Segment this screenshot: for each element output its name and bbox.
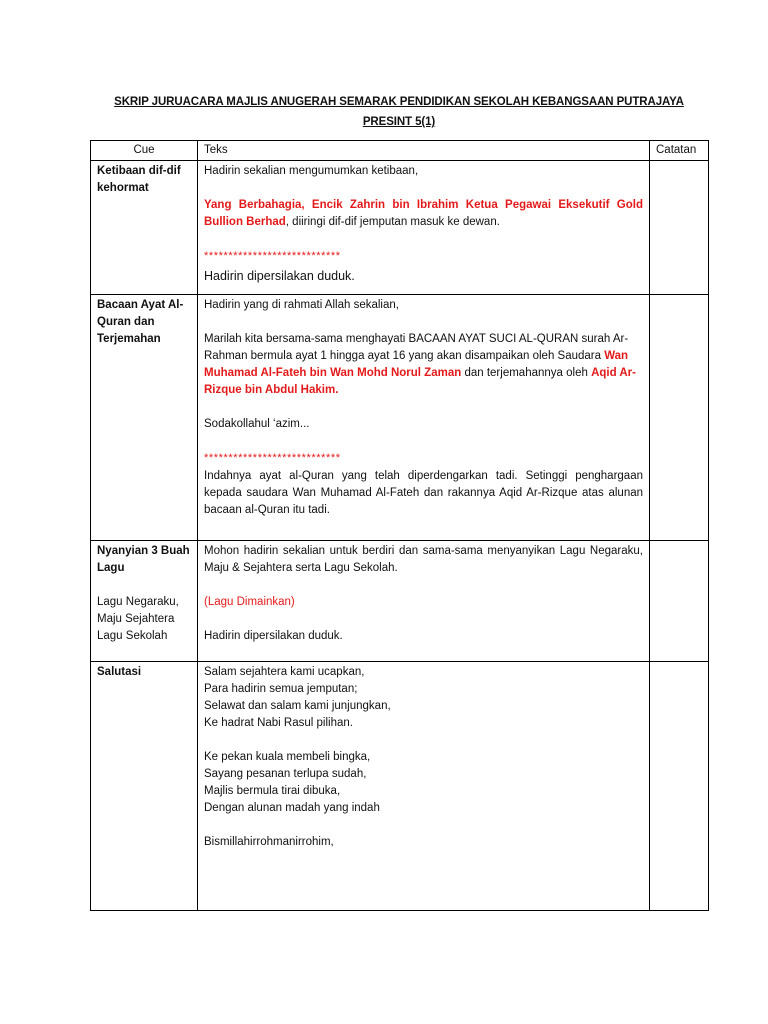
teks-cell <box>198 161 650 295</box>
cue-song-item: Maju Sejahtera <box>97 613 175 625</box>
catatan-cell <box>650 295 709 541</box>
header-cue: Cue <box>91 141 198 161</box>
catatan-cell <box>650 161 709 295</box>
verse-line: Salam sejahtera kami ucapkan, <box>204 666 365 678</box>
table-row <box>91 295 709 541</box>
highlighted-name: Aqid Ar-Rizque bin Abdul Hakim. <box>204 367 636 396</box>
text-paragraph: Sodakollahul ‘azim... <box>204 418 310 430</box>
verse-line: Para hadirin semua jemputan; <box>204 683 358 695</box>
highlighted-name: Yang Berbahagia, Encik Zahrin bin Ibrahim Ketua Pegawai Eksekutif Gold Bullion Berhad <box>204 199 643 228</box>
text-paragraph: Bismillahirrohmanirrohim, <box>204 836 334 848</box>
verse-line: Selawat dan salam kami junjungkan, <box>204 700 391 712</box>
table-header-row <box>91 141 709 161</box>
text-paragraph: Hadirin dipersilakan duduk. <box>204 630 343 642</box>
catatan-cell <box>650 541 709 662</box>
table-row <box>91 161 709 295</box>
verse-line: Ke hadrat Nabi Rasul pilihan. <box>204 717 353 729</box>
text-paragraph: Mohon hadirin sekalian untuk berdiri dan sama-sama menyanyikan Lagu Negaraku, Maju & Sejahtera serta Lagu Sekolah. <box>204 545 643 574</box>
text-paragraph <box>204 331 643 399</box>
verse-line: Dengan alunan madah yang indah <box>204 802 380 814</box>
cue-title: Nyanyian 3 Buah Lagu <box>97 545 190 574</box>
document-title <box>90 92 708 132</box>
title-line-1: SKRIP JURUACARA MAJLIS ANUGERAH SEMARAK PENDIDIKAN SEKOLAH KEBANGSAAN PUTRAJAYA <box>114 96 684 108</box>
title-line-2: PRESINT 5(1) <box>362 116 436 128</box>
verse-line: Sayang pesanan terlupa sudah, <box>204 768 367 780</box>
catatan-cell <box>650 662 709 911</box>
stage-direction: (Lagu Dimainkan) <box>204 596 295 608</box>
script-table <box>90 140 709 911</box>
teks-cell <box>198 541 650 662</box>
header-catatan: Catatan <box>650 141 709 161</box>
text-span: dan terjemahannya oleh <box>461 367 592 379</box>
text-paragraph: Indahnya ayat al-Quran yang telah diperdengarkan tadi. Setinggi penghargaan kepada saudara Wan Muhamad Al-Fateh dan rakannya Aqid Ar-Rizque atas alunan bacaan al-Quran itu tadi. <box>204 470 643 516</box>
teks-cell <box>198 662 650 911</box>
text-paragraph <box>204 197 643 231</box>
verse-2 <box>204 749 643 817</box>
cue-cell: Salutasi <box>91 662 198 911</box>
cue-cell: Ketibaan dif-dif kehormat <box>91 161 198 295</box>
teks-cell <box>198 295 650 541</box>
separator-stars: **************************** <box>204 452 341 464</box>
highlighted-name: Wan Muhamad Al-Fateh bin Wan Mohd Norul Zaman <box>204 350 629 379</box>
cue-song-item: Lagu Sekolah <box>97 630 168 642</box>
cue-song-item: Lagu Negaraku, <box>97 596 179 608</box>
verse-1 <box>204 664 643 732</box>
verse-line: Ke pekan kuala membeli bingka, <box>204 751 371 763</box>
cue-cell: Bacaan Ayat Al-Quran dan Terjemahan <box>91 295 198 541</box>
text-paragraph: Hadirin dipersilakan duduk. <box>204 269 355 283</box>
cue-song-list <box>97 594 191 645</box>
text-span: , diiringi dif-dif jemputan masuk ke dewan. <box>285 216 500 228</box>
separator-stars: **************************** <box>204 250 341 262</box>
header-teks: Teks <box>198 141 650 161</box>
text-span: Marilah kita bersama-sama menghayati BACAAN AYAT SUCI AL-QURAN surah Ar-Rahman bermula ayat 1 hingga ayat 16 yang akan disampaikan oleh Saudara <box>204 333 629 362</box>
cue-cell <box>91 541 198 662</box>
verse-line: Majlis bermula tirai dibuka, <box>204 785 341 797</box>
text-paragraph: Hadirin yang di rahmati Allah sekalian, <box>204 299 399 311</box>
table-row <box>91 541 709 662</box>
table-row <box>91 662 709 911</box>
text-paragraph: Hadirin sekalian mengumumkan ketibaan, <box>204 165 419 177</box>
